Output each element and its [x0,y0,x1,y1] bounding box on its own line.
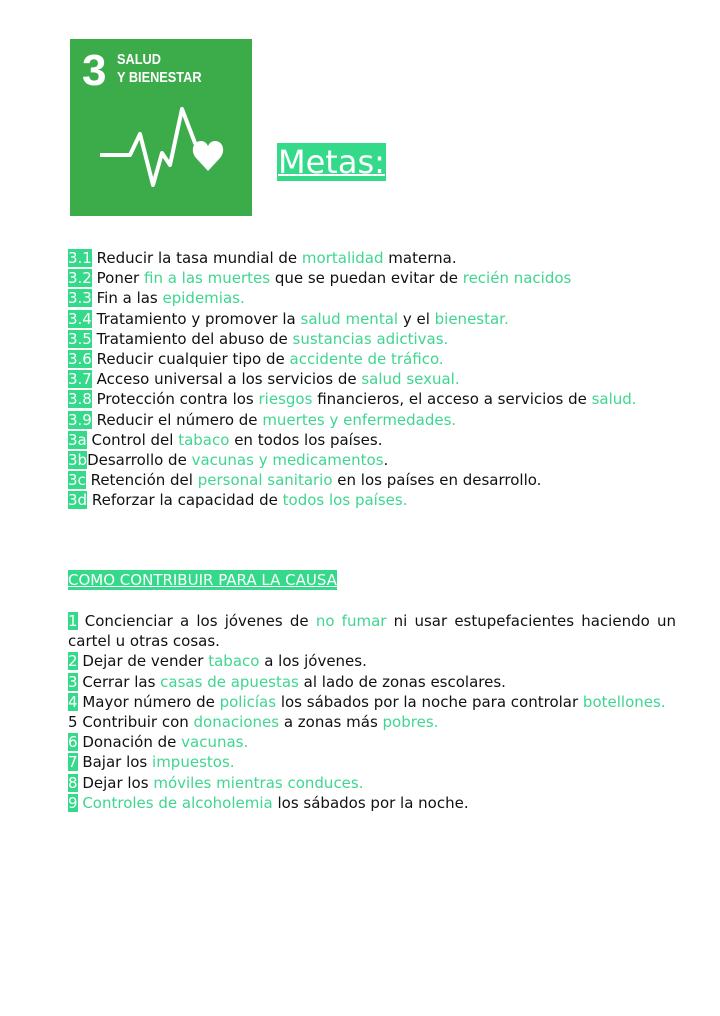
action-item-text: Donación de [77,733,182,752]
action-item-number: 8 [68,773,78,792]
action-item-text: a los jóvenes. [259,652,367,671]
goal-item [68,268,676,288]
goal-item-number: 3.7 [68,370,92,389]
action-item-number: 4 [68,692,78,711]
goal-item-number: 3.5 [68,329,92,348]
goal-item-text: Poner [91,269,144,288]
goal-item-text: Reducir cualquier tipo de [91,350,290,369]
action-item-text: al lado de zonas escolares. [298,672,506,691]
goal-item-keyword: recién nacidos [462,269,572,288]
action-item [68,672,676,692]
sdg-number: 3 [82,46,107,95]
goal-item-text: . [383,451,389,470]
action-item [68,773,676,793]
heartbeat-heart-icon [100,101,225,193]
goal-item-keyword: accidente de tráfico. [289,350,444,369]
goal-item-number: 3.8 [68,390,92,409]
goal-item-text: que se puedan evitar de [270,269,463,288]
action-item-number: 9 [68,793,78,812]
goal-item [68,248,676,268]
action-item-text: Cerrar las [77,672,161,691]
action-item-number: 2 [68,652,78,671]
action-item-number: 5 [68,713,78,732]
goal-item [68,389,676,409]
action-item-text: los sábados por la noche para controlar [276,692,583,711]
goal-item-text: Fin a las [91,289,163,308]
action-item-keyword: pobres. [382,713,439,732]
action-item-keyword: móviles mientras conduces. [153,773,364,792]
goal-item-text: en los países en desarrollo. [332,471,542,490]
goal-item-text: Reducir el número de [91,410,263,429]
action-item-text: ni usar estupefacientes haciendo un cartel u otras cosas. [68,612,676,651]
goals-list [68,248,676,511]
goal-item [68,430,676,450]
goal-item-keyword: sustancias adictivas. [292,329,449,348]
action-item-number: 1 [68,612,78,630]
goal-item [68,329,676,349]
goal-item-text: y el [398,309,435,328]
action-item-text: Dejar los [77,773,154,792]
action-item-keyword: no fumar [315,612,387,630]
goal-item-keyword: epidemias. [162,289,245,308]
action-item-keyword: casas de apuestas [160,672,299,691]
action-item-text: Concienciar a los jóvenes de [77,612,316,630]
goal-item-text: Reducir la tasa mundial de [91,249,302,267]
goal-item-keyword: salud. [591,390,637,409]
goal-item [68,450,676,470]
sdg-title-line2: Y BIENESTAR [117,69,202,86]
goal-item-number: 3b [68,451,88,470]
sdg-title [117,51,202,87]
metas-heading: Metas: [278,143,385,181]
goal-item-number: 3.2 [68,269,92,288]
goal-item-keyword: tabaco [178,430,230,449]
goal-item-keyword: muertes y enfermedades. [262,410,457,429]
action-item [68,692,676,712]
action-item [68,793,676,813]
goal-item-number: 3.9 [68,410,92,429]
action-item-text: Contribuir con [77,713,194,732]
contribute-heading: COMO CONTRIBUIR PARA LA CAUSA [68,571,337,589]
goal-item [68,288,676,308]
actions-list [68,611,676,813]
goal-item-text: Retención del [85,471,198,490]
action-item-text: los sábados por la noche. [272,793,469,812]
goal-item-text: Reforzar la capacidad de [87,491,283,510]
action-item [68,611,676,651]
goal-item-number: 3a [68,430,87,449]
goal-item-text: Tratamiento del abuso de [91,329,293,348]
action-item [68,752,676,772]
goal-item-keyword: salud mental [300,309,399,328]
goal-item-keyword: personal sanitario [197,471,333,490]
sdg-3-badge [70,39,252,216]
goal-item [68,349,676,369]
action-item-keyword: policías [219,692,277,711]
action-item-number: 3 [68,672,78,691]
action-item-keyword: vacunas. [181,733,249,752]
goal-item-text: Tratamiento y promover la [91,309,301,328]
goal-item-number: 3.4 [68,309,92,328]
goal-item-keyword: mortalidad [301,249,384,267]
action-item-keyword: tabaco [208,652,260,671]
goal-item [68,369,676,389]
goal-item-keyword: vacunas y medicamentos [191,451,384,470]
action-item-keyword: donaciones [193,713,280,732]
goal-item-keyword: fin a las muertes [144,269,271,288]
goal-item-text: Control del [86,430,179,449]
goal-item-text: en todos los países. [229,430,383,449]
action-item-number: 6 [68,733,78,752]
action-item [68,651,676,671]
action-item-text: Bajar los [77,753,153,772]
goal-item-number: 3.1 [68,249,92,267]
goal-item-number: 3.6 [68,350,92,369]
action-item-number: 7 [68,753,78,772]
action-item-keyword: Controles de alcoholemia [82,793,273,812]
goal-item-text: Protección contra los [91,390,259,409]
action-item [68,732,676,752]
goal-item [68,470,676,490]
action-item [68,712,676,732]
goal-item-number: 3d [68,491,88,510]
goal-item-text: Desarrollo de [87,451,192,470]
goal-item [68,410,676,430]
action-item-text: Dejar de vender [77,652,209,671]
goal-item-keyword: todos los países. [282,491,408,510]
goal-item-number: 3.3 [68,289,92,308]
goal-item-text: Acceso universal a los servicios de [91,370,362,389]
sdg-title-line1: SALUD [117,51,161,68]
goal-item-text: materna. [383,249,457,267]
action-item-keyword: botellones. [582,692,666,711]
goal-item-keyword: salud sexual. [361,370,460,389]
action-item-keyword: impuestos. [152,753,235,772]
action-item-text: a zonas más [279,713,383,732]
goal-item [68,309,676,329]
goal-item-keyword: riesgos [258,390,313,409]
goal-item-keyword: bienestar. [434,309,509,328]
goal-item-text: financieros, el acceso a servicios de [312,390,592,409]
goal-item-number: 3c [68,471,86,490]
action-item-text: Mayor número de [77,692,220,711]
goal-item [68,490,676,510]
